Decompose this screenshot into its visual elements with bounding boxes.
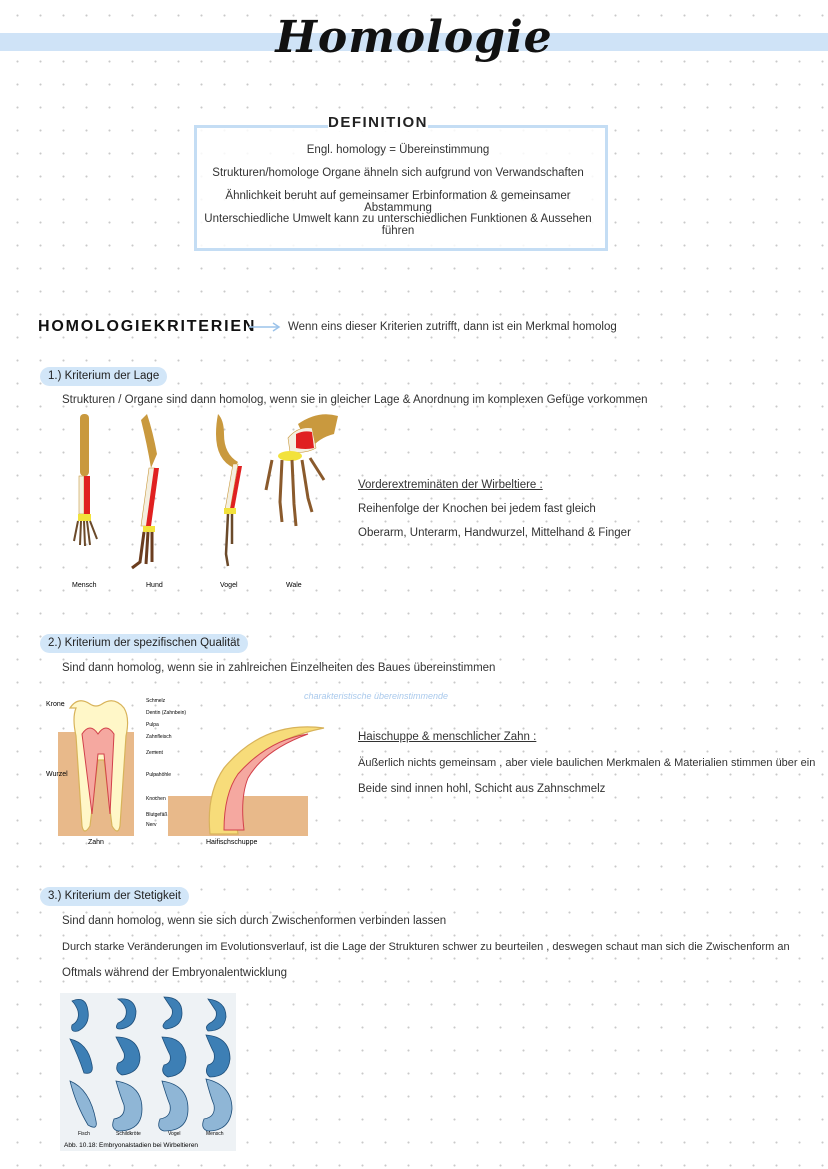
criterion-1-side-heading: Vorderextreminäten der Wirbeltiere :	[358, 479, 543, 491]
figure-caption: Haifischschuppe	[206, 839, 258, 846]
embryo-label: Mensch	[206, 1131, 224, 1137]
criterion-1-side-line: Reihenfolge der Knochen bei jedem fast gleich	[358, 503, 596, 515]
page-title: Homologie	[275, 12, 553, 63]
part-label: Schmelz	[146, 698, 166, 704]
figure-label: Wale	[286, 582, 302, 589]
criterion-3-line: Durch starke Veränderungen im Evolutionsverlauf, ist die Lage der Strukturen schwer zu beurteilen , deswegen schaut man sich die Zwischenform an	[62, 941, 790, 953]
criterion-2-pill: 2.) Kriterium der spezifischen Qualität	[40, 634, 248, 653]
section-heading: HOMOLOGIEKRITERIEN	[38, 318, 257, 335]
figure-caption: Zahn	[88, 839, 104, 846]
part-label: Nerv	[146, 822, 157, 828]
arrow-right-icon	[248, 321, 282, 333]
human-arm-bones	[74, 414, 97, 546]
vertical-label-top: Krone	[46, 701, 65, 708]
criterion-3-line: Sind dann homolog, wenn sie sich durch Zwischenformen verbinden lassen	[62, 915, 447, 927]
embryo-label: Vogel	[168, 1131, 181, 1137]
definition-line: Unterschiedliche Umwelt kann zu unterschiedlichen Funktionen & Aussehen führen	[204, 213, 592, 237]
criterion-1-side-line: Oberarm, Unterarm, Handwurzel, Mittelhand & Finger	[358, 527, 631, 539]
dog-leg-bones	[132, 414, 159, 568]
definition-line: Ähnlichkeit beruht auf gemeinsamer Erbinformation & gemeinsamer Abstammung	[225, 190, 571, 214]
tooth-scale-figure	[44, 694, 329, 854]
criterion-2-side-line: Äußerlich nichts gemeinsam , aber viele baulichen Merkmalen & Materialien stimmen über ein	[358, 757, 816, 769]
embryo-stages-figure	[60, 993, 236, 1151]
vertical-label-bottom: Wurzel	[46, 771, 68, 778]
criterion-3-line: Oftmals während der Embryonalentwicklung	[62, 967, 287, 979]
criterion-1-text: Strukturen / Organe sind dann homolog, wenn sie in gleicher Lage & Anordnung im komplexen Gefüge vorkommen	[62, 394, 648, 406]
definition-line: Engl. homology = Übereinstimmung	[306, 144, 490, 156]
bird-wing-bones	[216, 414, 242, 566]
part-label: Blutgefäß	[146, 812, 168, 818]
criterion-3-pill: 3.) Kriterium der Stetigkeit	[40, 887, 189, 906]
embryo-label: Schildkröte	[116, 1131, 141, 1137]
figure-caption: Abb. 10.18: Embryonalstadien bei Wirbeltieren	[64, 1142, 199, 1149]
part-label: Knochen	[146, 796, 166, 802]
section-note: Wenn eins dieser Kriterien zutrifft, dann ist ein Merkmal homolog	[288, 321, 617, 333]
criterion-2-side-line: Beide sind innen hohl, Schicht aus Zahnschmelz	[358, 783, 606, 795]
part-label: Zement	[146, 750, 163, 756]
part-label: Pulpa	[146, 722, 159, 728]
part-label: Pulpahöhle	[146, 772, 172, 778]
faint-note: charakteristische übereinstimmende	[304, 691, 449, 701]
part-label: Dentin (Zahnbein)	[146, 710, 187, 716]
part-label: Zahnfleisch	[146, 734, 172, 740]
figure-label: Vogel	[220, 582, 238, 589]
embryo-label: Fisch	[78, 1131, 90, 1137]
forelimb-bones-figure	[60, 410, 340, 595]
definition-line: Strukturen/homologe Organe ähneln sich aufgrund von Verwandschaften	[212, 167, 584, 179]
figure-label: Hund	[146, 582, 163, 589]
criterion-2-side-heading: Haischuppe & menschlicher Zahn :	[358, 731, 537, 743]
figure-label: Mensch	[72, 582, 97, 589]
whale-flipper-bones	[266, 414, 338, 526]
criterion-1-pill: 1.) Kriterium der Lage	[40, 367, 167, 386]
criterion-2-text: Sind dann homolog, wenn sie in zahlreichen Einzelheiten des Baues übereinstimmen	[62, 662, 496, 674]
definition-heading: DEFINITION	[328, 114, 428, 131]
